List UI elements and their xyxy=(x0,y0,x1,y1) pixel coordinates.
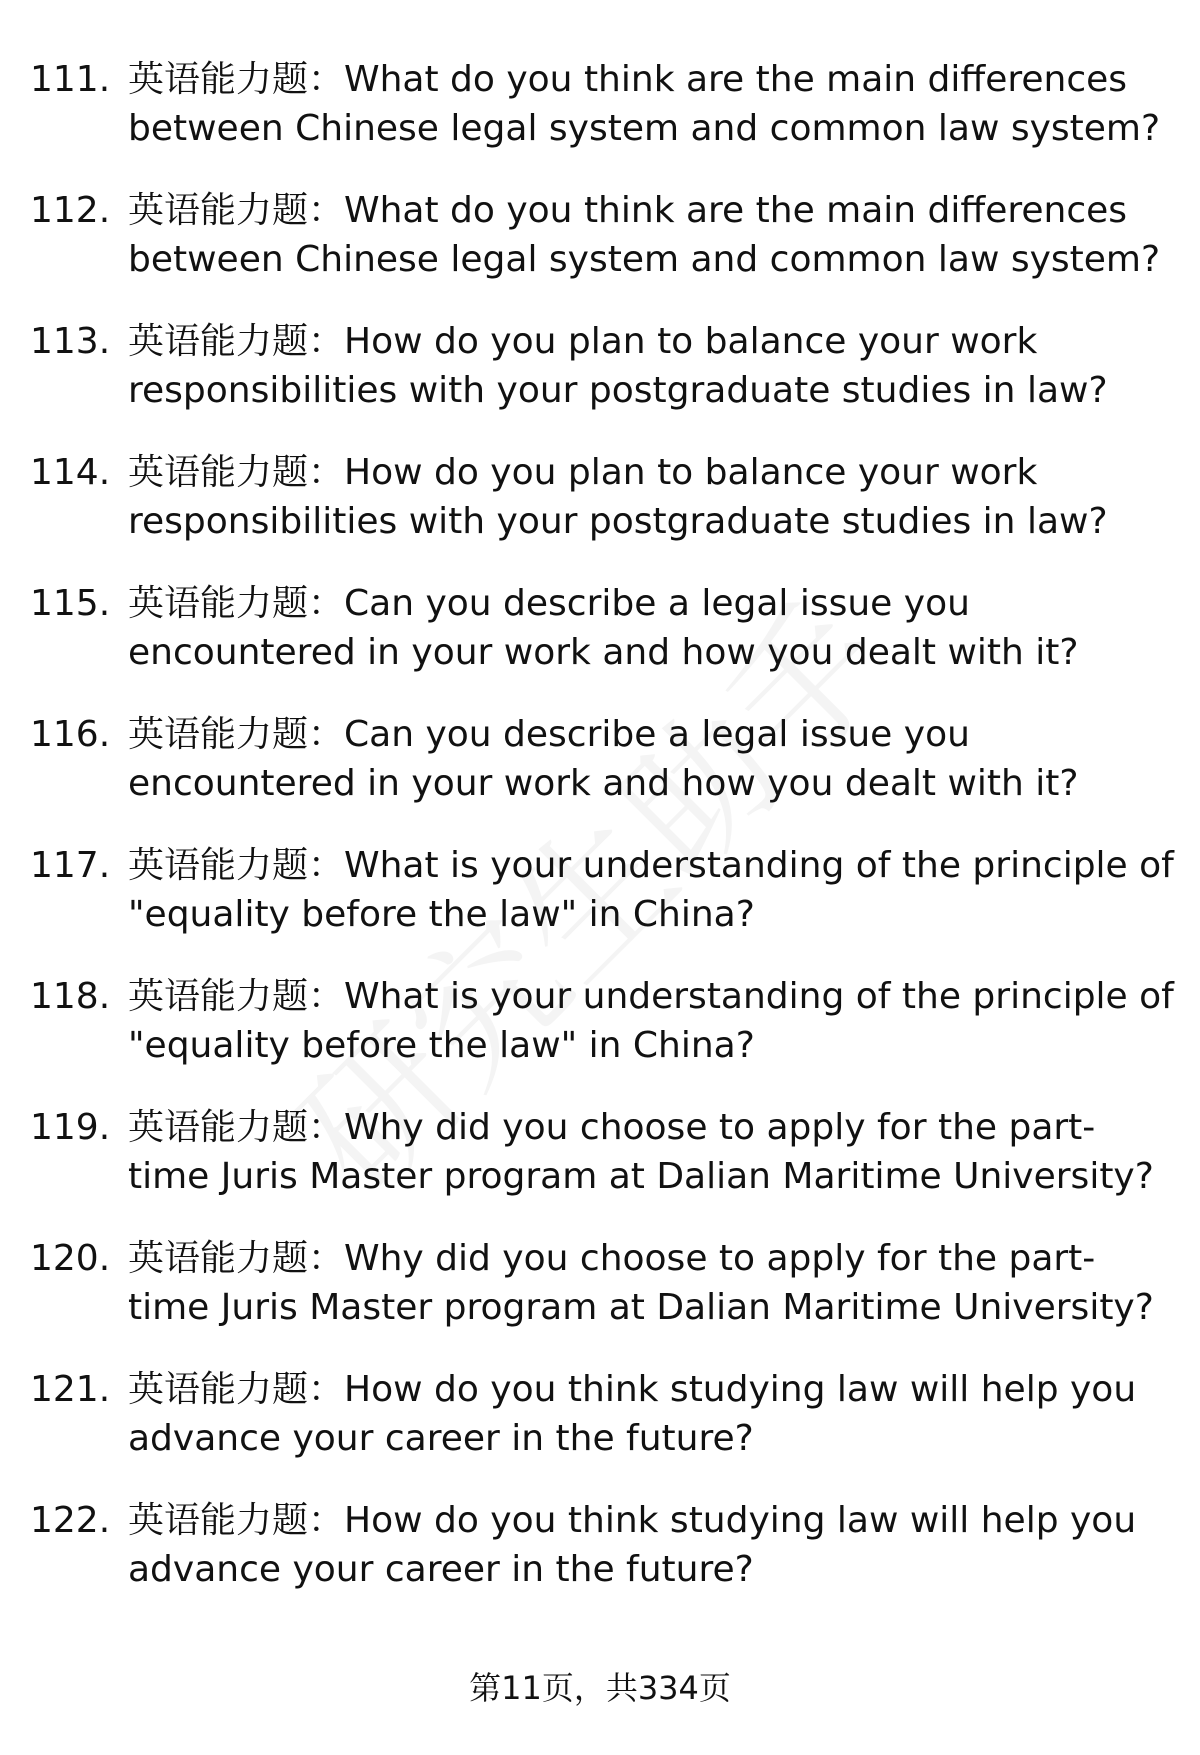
question-text: 英语能力题：How do you think studying law will help you advance your career in the future? xyxy=(128,1369,1137,1459)
question-item xyxy=(30,1366,1175,1463)
question-number: 120. xyxy=(30,1238,111,1279)
question-number: 121. xyxy=(30,1369,111,1410)
question-number: 111. xyxy=(30,59,111,100)
question-text: 英语能力题：Why did you choose to apply for the part-time Juris Master program at Dalian Maritime University? xyxy=(128,1107,1154,1197)
question-number: 112. xyxy=(30,190,111,231)
question-text: 英语能力题：What is your understanding of the principle of "equality before the law" in China? xyxy=(128,976,1174,1066)
question-number: 117. xyxy=(30,845,111,886)
question-item xyxy=(30,842,1175,939)
question-item xyxy=(30,187,1175,284)
question-number: 122. xyxy=(30,1500,111,1541)
question-number: 114. xyxy=(30,452,111,493)
question-number: 115. xyxy=(30,583,111,624)
question-item xyxy=(30,1235,1175,1332)
question-text: 英语能力题：What do you think are the main differences between Chinese legal system and common law system? xyxy=(128,190,1161,280)
question-number: 116. xyxy=(30,714,111,755)
question-text: 英语能力题：Can you describe a legal issue you encountered in your work and how you dealt with it? xyxy=(128,714,1079,804)
question-item xyxy=(30,973,1175,1070)
question-item xyxy=(30,711,1175,808)
question-item xyxy=(30,56,1175,153)
question-item xyxy=(30,1497,1175,1594)
question-text: 英语能力题：Can you describe a legal issue you encountered in your work and how you dealt with it? xyxy=(128,583,1079,673)
question-item xyxy=(30,318,1175,415)
question-text: 英语能力题：How do you plan to balance your work responsibilities with your postgraduate studies in law? xyxy=(128,321,1108,411)
question-item xyxy=(30,449,1175,546)
question-number: 113. xyxy=(30,321,111,362)
question-text: 英语能力题：How do you plan to balance your work responsibilities with your postgraduate studies in law? xyxy=(128,452,1108,542)
question-text: 英语能力题：What is your understanding of the principle of "equality before the law" in China? xyxy=(128,845,1174,935)
page-footer: 第11页，共334页 xyxy=(469,1669,731,1707)
question-text: 英语能力题：Why did you choose to apply for the part-time Juris Master program at Dalian Maritime University? xyxy=(128,1238,1154,1328)
question-list xyxy=(30,56,1175,1628)
question-text: 英语能力题：What do you think are the main differences between Chinese legal system and common law system? xyxy=(128,59,1161,149)
question-text: 英语能力题：How do you think studying law will help you advance your career in the future? xyxy=(128,1500,1137,1590)
question-item xyxy=(30,580,1175,677)
question-number: 118. xyxy=(30,976,111,1017)
question-item xyxy=(30,1104,1175,1201)
question-number: 119. xyxy=(30,1107,111,1148)
